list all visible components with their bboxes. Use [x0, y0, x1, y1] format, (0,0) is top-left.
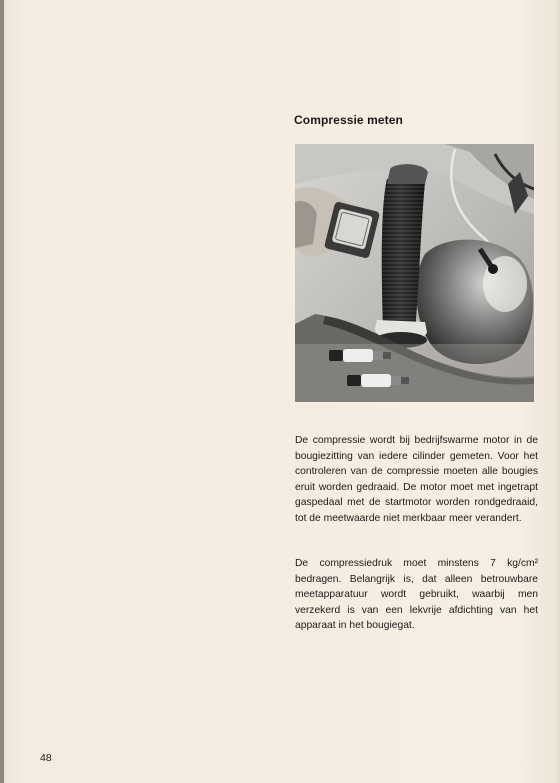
- page-binding-edge: [0, 0, 4, 783]
- section-title: Compressie meten: [294, 113, 403, 127]
- page-number: 48: [40, 752, 52, 764]
- paragraph-compression-procedure: De compressie wordt bij bedrijfswarme motor in de bougiezitting van iedere cilinder gemeten. Voor het controleren van de compressie moeten alle bougies eruit worden gedraaid. De motor moet met ingetrapt gaspedaal met de startmotor worden rondgedraaid, tot de meetwaarde niet merkbaar meer verandert.: [295, 435, 538, 524]
- compression-test-photo: [295, 144, 534, 402]
- paragraph-compression-pressure: De compressiedruk moet minstens 7 kg/cm² bedragen. Belangrijk is, dat alleen betrouwbare meetapparatuur wordt gebruikt, waarbij men verzekerd is van een lekvrije afdichting van het apparaat in het bougiegat.: [295, 558, 538, 631]
